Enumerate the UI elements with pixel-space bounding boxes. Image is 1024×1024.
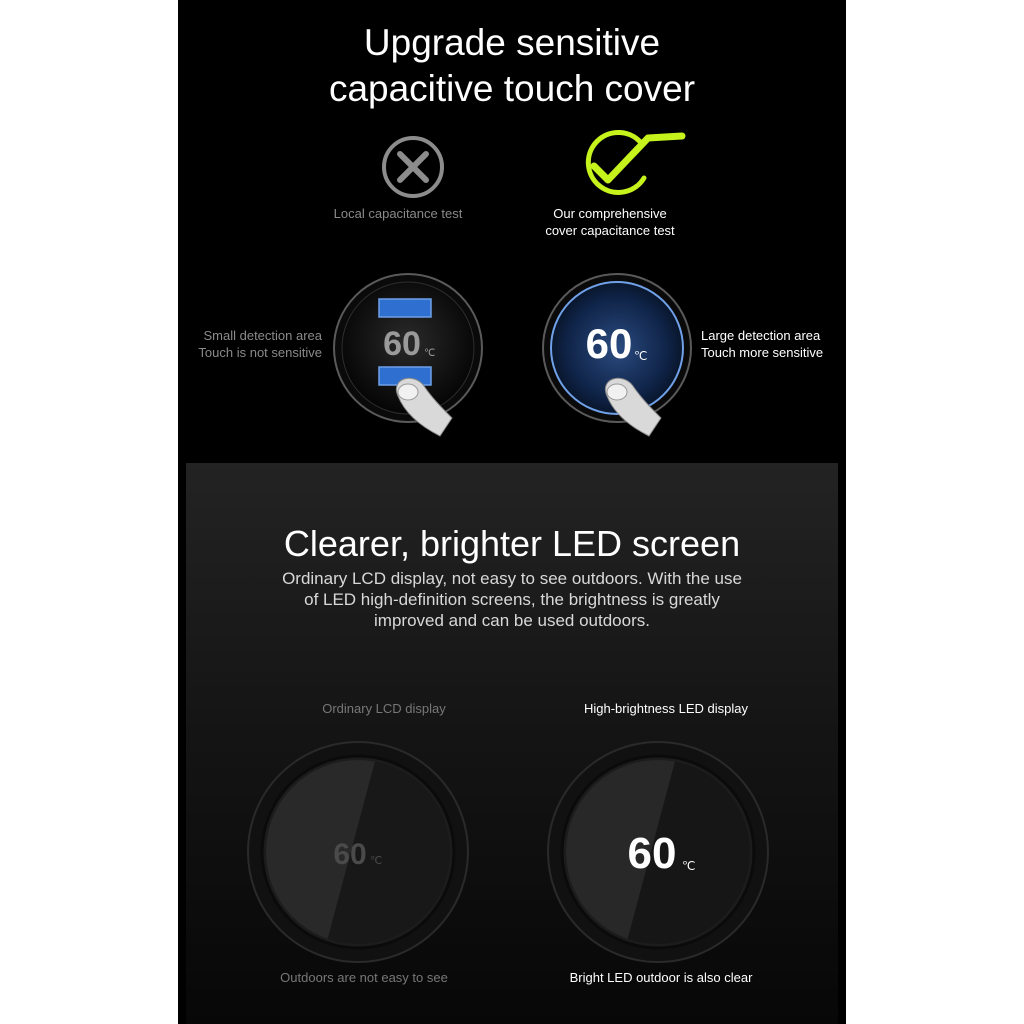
lcd-footer-caption: Outdoors are not easy to see — [280, 970, 448, 985]
comprehensive-caption-line2: cover capacitance test — [545, 223, 675, 238]
large-detection-note — [701, 327, 846, 361]
led-display-label: High-brightness LED display — [583, 701, 749, 716]
led-footer-caption: Bright LED outdoor is also clear — [569, 970, 753, 985]
bright-temperature-value: 60 — [585, 320, 633, 367]
bright-temperature-unit: ℃ — [634, 349, 648, 363]
section2-description — [238, 568, 786, 631]
lcd-temperature-value: 60 — [333, 838, 367, 871]
small-detection-note — [178, 327, 322, 361]
comprehensive-caption-line1: Our comprehensive — [553, 206, 667, 221]
dim-temperature-unit: ℃ — [424, 348, 436, 359]
lcd-display-dial — [246, 740, 470, 964]
section1-title-line2: capacitive touch cover — [328, 68, 696, 109]
description-line3: improved and can be used outdoors. — [374, 611, 650, 630]
cross-circle-icon — [379, 133, 447, 201]
check-circle-icon — [578, 128, 688, 200]
description-line2: of LED high-definition screens, the brightness is greatly — [304, 590, 720, 609]
local-test-caption: Local capacitance test — [333, 206, 463, 221]
lcd-display-label: Ordinary LCD display — [322, 701, 446, 716]
description-line1: Ordinary LCD display, not easy to see outdoors. With the use — [282, 569, 742, 588]
dim-temperature-value: 60 — [383, 325, 421, 363]
large-area-touch-dial — [537, 268, 697, 440]
large-detection-line2: Touch more sensitive — [701, 345, 824, 360]
product-image-canvas — [178, 0, 846, 1024]
section1-title — [178, 20, 846, 112]
led-display-dial — [546, 740, 770, 964]
small-area-touch-dial — [328, 268, 488, 440]
small-detection-zone-top — [379, 299, 431, 317]
section1-title-line1: Upgrade sensitive — [363, 22, 661, 63]
lcd-temperature-unit: ℃ — [370, 855, 383, 867]
led-temperature-value: 60 — [627, 829, 677, 878]
led-temperature-unit: ℃ — [682, 859, 696, 873]
comprehensive-test-caption — [520, 205, 700, 239]
small-detection-line1: Small detection area — [203, 328, 322, 343]
small-detection-line2: Touch is not sensitive — [198, 345, 322, 360]
section2-title: Clearer, brighter LED screen — [283, 523, 741, 564]
large-detection-line1: Large detection area — [701, 328, 821, 343]
